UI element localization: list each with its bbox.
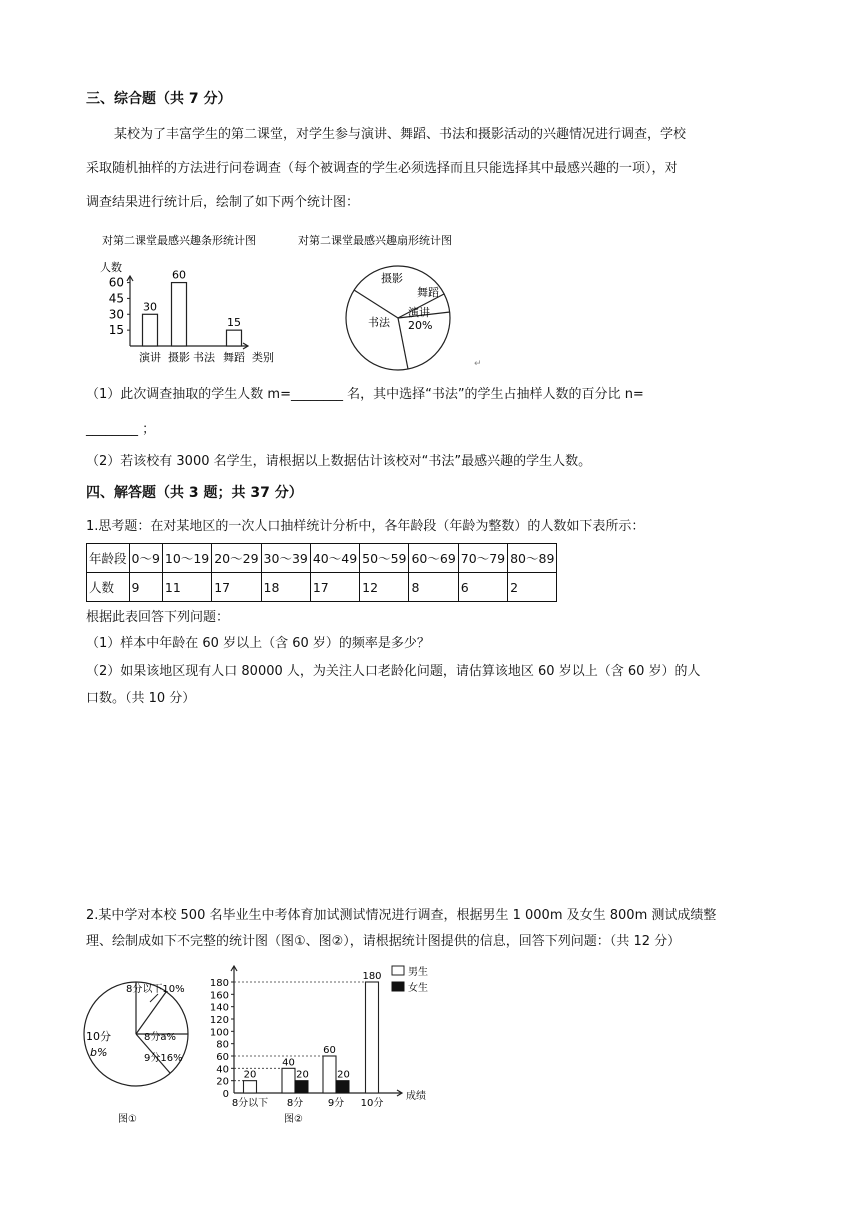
table-cell: 60～69 [409, 544, 458, 573]
bar [227, 330, 242, 346]
pie-label-9: 9分16% [144, 1053, 183, 1064]
table-cell: 6 [458, 573, 507, 602]
bar-chart-title: 对第二课堂最感兴趣条形统计图 [102, 234, 256, 247]
problem2-line1: 2.某中学对本校 500 名毕业生中考体育加试测试情况进行调查，根据男生 1 000m 及女生 800m 测试成绩整 [86, 908, 717, 923]
table-row [87, 573, 557, 602]
bar-data-label: 30 [143, 300, 157, 314]
bar-chart-xlabel: 成绩 [406, 1091, 426, 1102]
pie-label-below-8: 8分以下10% [126, 984, 185, 995]
legend-label-male: 男生 [408, 967, 428, 978]
x-category-label: 舞蹈 [223, 351, 245, 364]
table-cell: 30～39 [261, 544, 310, 573]
pie-sector-line [354, 290, 398, 318]
pie-leader-line [150, 994, 158, 1002]
x-category-label: 8分以下 [231, 1098, 269, 1109]
pie-label-10: 10分 [86, 1030, 111, 1043]
male-bar [282, 1068, 295, 1093]
section3-heading: 三、综合题（共 7 分） [86, 91, 232, 107]
pie-chart-title: 对第二课堂最感兴趣扇形统计图 [298, 234, 452, 247]
table-cell: 80～89 [508, 544, 557, 573]
table-cell: 50～59 [360, 544, 409, 573]
y-tick-label: 45 [108, 291, 124, 306]
score-bar-chart [206, 960, 456, 1132]
table-cell: 年龄段 [87, 544, 130, 573]
table-cell: 0～9 [129, 544, 162, 573]
y-tick-label: 20 [216, 1076, 229, 1088]
y-tick-label: 15 [108, 323, 124, 338]
section3-intro-line1: 某校为了丰富学生的第二课堂，对学生参与演讲、舞蹈、书法和摄影活动的兴趣情况进行调查，学校 [114, 127, 687, 142]
female-bar [295, 1081, 308, 1093]
bar-chart-ylabel: 人数 [100, 261, 122, 274]
pie-annotation-speech-percent: 20% [408, 319, 433, 332]
bar-data-label: 180 [362, 971, 382, 982]
section3-q2: （2）若该校有 3000 名学生，请根据以上数据估计该校对“书法”最感兴趣的学生人数。 [86, 454, 592, 469]
x-category-label: 8分 [286, 1098, 304, 1109]
pie-label-photography: 摄影 [381, 272, 403, 285]
y-tick-label: 60 [216, 1052, 229, 1063]
bar-data-label: 20 [337, 1069, 350, 1081]
table-row [87, 544, 557, 573]
female-bar [336, 1081, 349, 1093]
male-bar [323, 1056, 336, 1093]
section3-intro-line2: 采取随机抽样的方法进行问卷调查（每个被调查的学生必须选择而且只能选择其中最感兴趣的一项），对 [86, 161, 678, 176]
y-tick-label: 160 [209, 990, 229, 1002]
pie-label-b-percent: b% [90, 1046, 108, 1059]
pie-label-dance: 舞蹈 [417, 286, 439, 299]
table-cell: 9 [129, 573, 162, 602]
x-category-label: 10分 [360, 1098, 384, 1109]
y-tick-label: 100 [209, 1027, 229, 1039]
return-mark-icon: ↵ [474, 359, 482, 369]
problem1-after-table: 根据此表回答下列问题： [86, 610, 230, 625]
interest-bar-chart [90, 228, 290, 370]
problem1-q2-line1: （2）如果该地区现有人口 80000 人，为关注人口老龄化问题，请估算该地区 60 岁以上（含 60 岁）的人 [86, 664, 701, 679]
section4-heading: 四、解答题（共 3 题；共 37 分） [86, 485, 303, 501]
table-cell: 10～19 [162, 544, 211, 573]
problem1-intro: 1.思考题：在对某地区的一次人口抽样统计分析中，各年龄段（年龄为整数）的人数如下表所示： [86, 519, 645, 534]
section3-q1-line2: ________ ； [86, 422, 156, 437]
pie-sector-line [136, 992, 166, 1034]
table-cell: 40～49 [310, 544, 359, 573]
table-cell: 8 [409, 573, 458, 602]
legend-swatch-male [392, 966, 404, 975]
pie-label-calligraphy: 书法 [368, 316, 390, 329]
interest-pie-chart [296, 228, 486, 373]
bar-data-label: 15 [227, 316, 241, 330]
y-tick-label: 0 [222, 1089, 229, 1100]
y-tick-label: 80 [216, 1039, 229, 1051]
y-tick-label: 140 [209, 1002, 229, 1014]
y-tick-label: 180 [209, 978, 229, 989]
legend-swatch-female [392, 982, 404, 991]
problem1-q2-line2: 口数。（共 10 分） [86, 691, 196, 706]
problem2-line2: 理、绘制成如下不完整的统计图（图①、图②），请根据统计图提供的信息，回答下列问题：（共 12 分） [86, 934, 681, 949]
table-cell: 70～79 [458, 544, 507, 573]
table-cell: 17 [212, 573, 261, 602]
male-bar [366, 982, 379, 1093]
section3-q1-line1: （1）此次调查抽取的学生人数 m=________ 名，其中选择“书法”的学生占抽样人数的百分比 n= [86, 387, 644, 402]
y-tick-label: 60 [108, 275, 124, 290]
figure2-caption: 图② [284, 1114, 303, 1125]
table-cell: 17 [310, 573, 359, 602]
x-category-label: 书法 [193, 351, 215, 364]
table-cell: 12 [360, 573, 409, 602]
bar [172, 283, 187, 346]
x-category-label: 摄影 [168, 351, 190, 364]
section3-intro-line3: 调查结果进行统计后，绘制了如下两个统计图： [86, 195, 360, 210]
figure1-caption: 图① [118, 1114, 137, 1125]
table-cell: 18 [261, 573, 310, 602]
table-cell: 2 [508, 573, 557, 602]
legend-label-female: 女生 [408, 983, 428, 994]
y-tick-label: 120 [209, 1015, 229, 1026]
score-pie-chart [74, 970, 214, 1130]
bar-data-label: 20 [296, 1069, 309, 1081]
bar-chart-xlabel: 类别 [252, 351, 274, 364]
age-distribution-table [86, 543, 557, 602]
pie-label-speech: 演讲 [408, 306, 430, 319]
y-tick-label: 30 [108, 307, 124, 322]
pie-label-8: 8分a% [144, 1032, 176, 1043]
bar [143, 314, 158, 346]
y-tick-label: 40 [216, 1064, 229, 1076]
bar-data-label: 40 [282, 1057, 295, 1069]
male-bar [244, 1081, 257, 1093]
table-cell: 20～29 [212, 544, 261, 573]
table-cell: 11 [162, 573, 211, 602]
bar-data-label: 20 [243, 1069, 257, 1081]
problem1-q1: （1）样本中年龄在 60 岁以上（含 60 岁）的频率是多少？ [86, 636, 430, 651]
table-cell: 人数 [87, 573, 130, 602]
x-category-label: 演讲 [139, 351, 161, 364]
x-category-label: 9分 [327, 1098, 345, 1109]
pie-sector-line [398, 318, 408, 369]
bar-data-label: 60 [172, 268, 186, 282]
bar-data-label: 60 [323, 1045, 336, 1056]
